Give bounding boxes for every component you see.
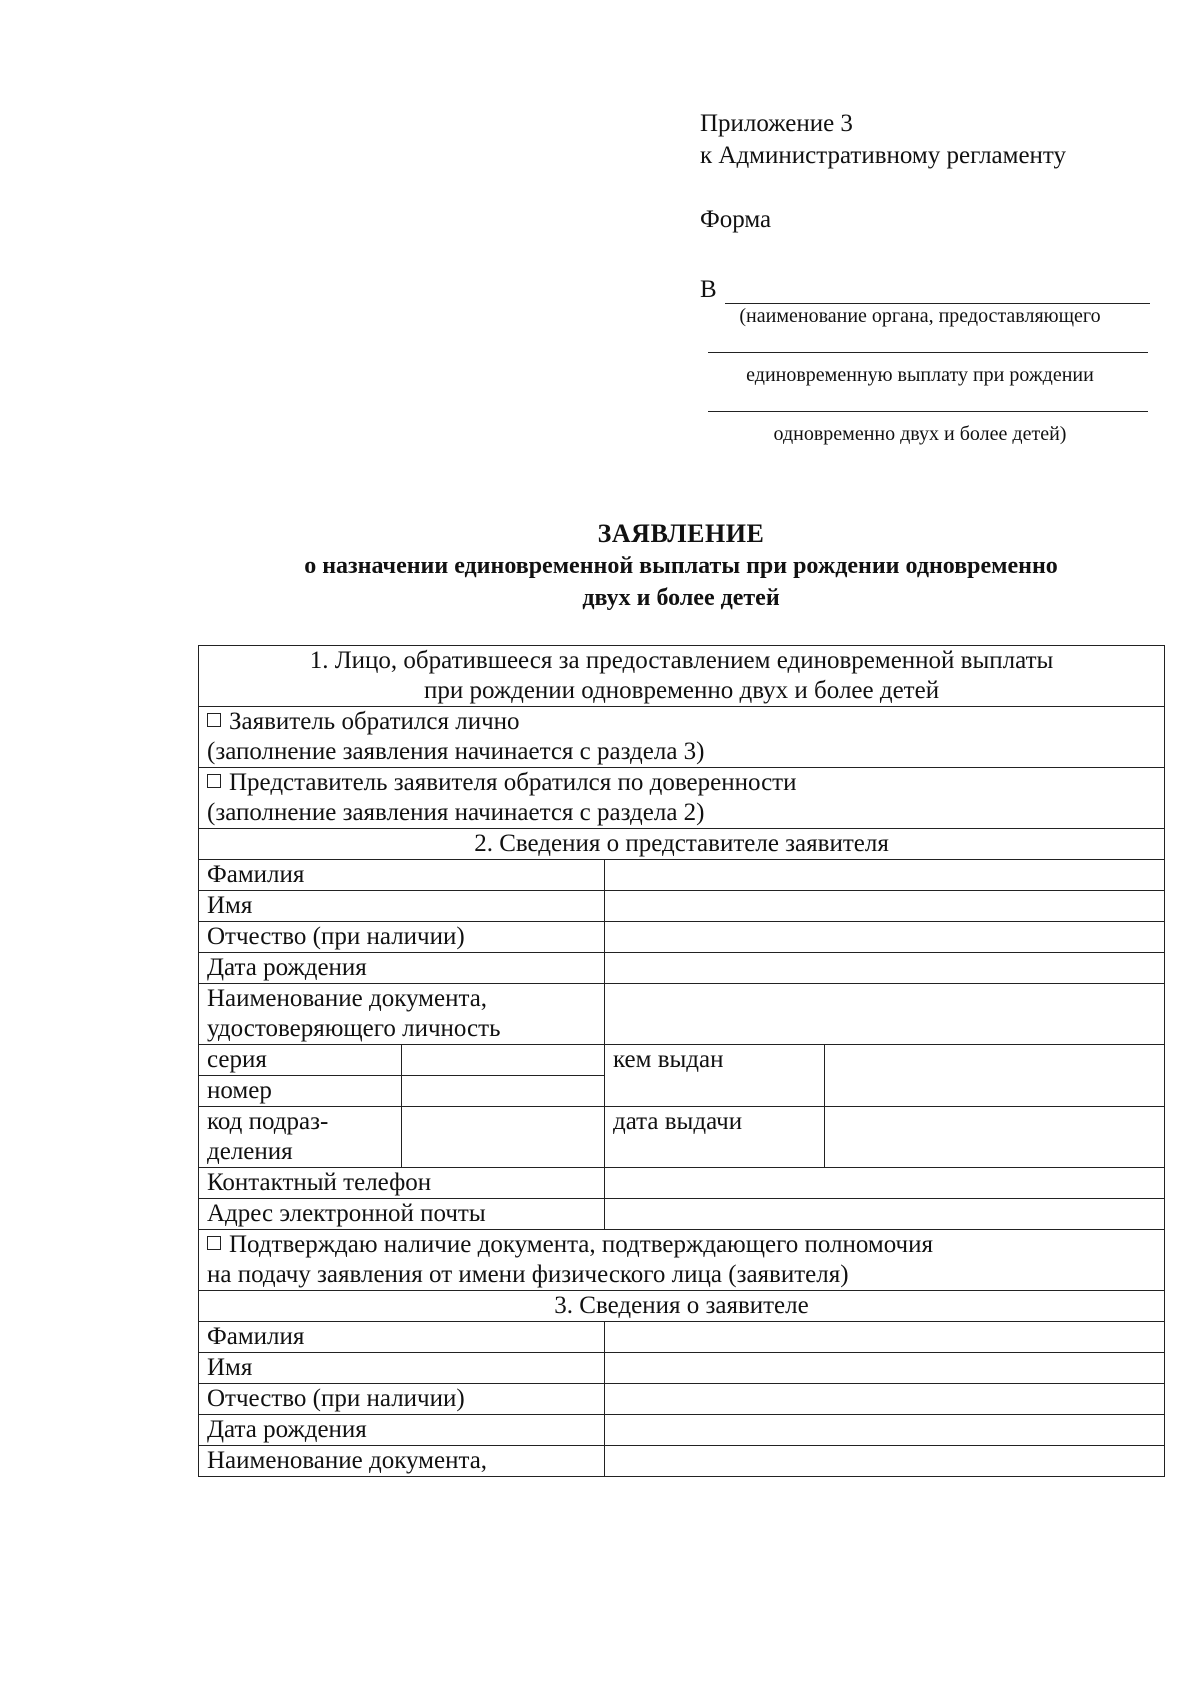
rep-issued-by-label: кем выдан [605,1045,825,1107]
rep-email-row [199,1199,1165,1230]
rep-patronymic-field[interactable] [605,922,1165,953]
rep-name-label: Имя [199,891,605,922]
checkbox-confirm-authority[interactable] [207,1236,221,1250]
attachment-header [700,108,1160,236]
rep-phone-row [199,1168,1165,1199]
rep-phone-label: Контактный телефон [199,1168,605,1199]
app-surname-row [199,1322,1165,1353]
option-representative-row [199,768,1165,829]
app-docname-field[interactable] [605,1446,1165,1477]
app-name-row [199,1353,1165,1384]
rep-patronymic-row [199,922,1165,953]
rep-series-row [199,1045,1165,1076]
app-birthdate-row [199,1415,1165,1446]
checkbox-representative[interactable] [207,774,221,788]
addressee-blank-line-3[interactable] [708,387,1148,412]
section2-heading-row [199,829,1165,860]
app-surname-field[interactable] [605,1322,1165,1353]
rep-docname-row [199,984,1165,1045]
rep-docname-label: Наименование документа, удостоверяющего личность [199,984,605,1045]
rep-issue-date-label: дата выдачи [605,1107,825,1168]
app-name-label: Имя [199,1353,605,1384]
app-birthdate-label: Дата рождения [199,1415,605,1446]
rep-email-field[interactable] [605,1199,1165,1230]
section3-heading-row [199,1291,1165,1322]
addressee-caption-2: единовременную выплату при рождении [746,364,1094,386]
app-docname-label: Наименование документа, [199,1446,605,1477]
rep-series-label: серия [199,1045,402,1076]
addressee-letter: В [700,276,717,303]
checkbox-personal[interactable] [207,713,221,727]
rep-birthdate-field[interactable] [605,953,1165,984]
app-docname-row [199,1446,1165,1477]
rep-patronymic-label: Отчество (при наличии) [199,922,605,953]
section3-heading: 3. Сведения о заявителе [199,1291,1165,1322]
app-surname-label: Фамилия [199,1322,605,1353]
rep-issued-by-field[interactable] [825,1045,1165,1107]
app-patronymic-label: Отчество (при наличии) [199,1384,605,1415]
rep-series-field[interactable] [402,1045,605,1076]
addressee-block [700,272,1150,446]
rep-phone-field[interactable] [605,1168,1165,1199]
option-personal-row [199,707,1165,768]
section1-heading-row [199,646,1165,707]
option-representative[interactable]: Представитель заявителя обратился по доверенности (заполнение заявления начинается с раздела 2) [199,768,1165,829]
addressee-caption-3: одновременно двух и более детей) [773,423,1067,445]
title-main: ЗАЯВЛЕНИЕ [597,519,765,548]
addressee-caption-1: (наименование органа, предоставляющего [739,305,1101,327]
app-patronymic-row [199,1384,1165,1415]
application-form-table [198,645,1165,1477]
rep-number-label: номер [199,1076,402,1107]
rep-issue-date-field[interactable] [825,1107,1165,1168]
rep-name-row [199,891,1165,922]
attachment-reference: к Административному регламенту [700,142,1067,169]
rep-birthdate-row [199,953,1165,984]
app-name-field[interactable] [605,1353,1165,1384]
app-birthdate-field[interactable] [605,1415,1165,1446]
attachment-number: Приложение 3 [700,110,853,137]
rep-email-label: Адрес электронной почты [199,1199,605,1230]
rep-number-field[interactable] [402,1076,605,1107]
rep-deptcode-row [199,1107,1165,1168]
addressee-blank-line[interactable] [725,279,1150,304]
rep-surname-field[interactable] [605,860,1165,891]
rep-confirm-row [199,1230,1165,1291]
rep-deptcode-field[interactable] [402,1107,605,1168]
title-sub-1: о назначении единовременной выплаты при рождении одновременно [304,553,1058,579]
addressee-blank-line-2[interactable] [708,328,1148,353]
document-title [198,518,1164,614]
section2-heading: 2. Сведения о представителе заявителя [199,829,1165,860]
rep-confirm-option[interactable]: Подтверждаю наличие документа, подтверждающего полномочия на подачу заявления от имени физического лица (заявителя) [199,1230,1165,1291]
option-personal[interactable]: Заявитель обратился лично (заполнение заявления начинается с раздела 3) [199,707,1165,768]
rep-birthdate-label: Дата рождения [199,953,605,984]
rep-surname-row [199,860,1165,891]
form-label: Форма [700,206,772,233]
rep-surname-label: Фамилия [199,860,605,891]
rep-name-field[interactable] [605,891,1165,922]
rep-deptcode-label: код подраз- деления [199,1107,402,1168]
section1-heading: 1. Лицо, обратившееся за предоставлением единовременной выплаты при рождении одновременно двух и более детей [199,646,1165,707]
rep-docname-field[interactable] [605,984,1165,1045]
app-patronymic-field[interactable] [605,1384,1165,1415]
title-sub-2: двух и более детей [582,585,780,611]
